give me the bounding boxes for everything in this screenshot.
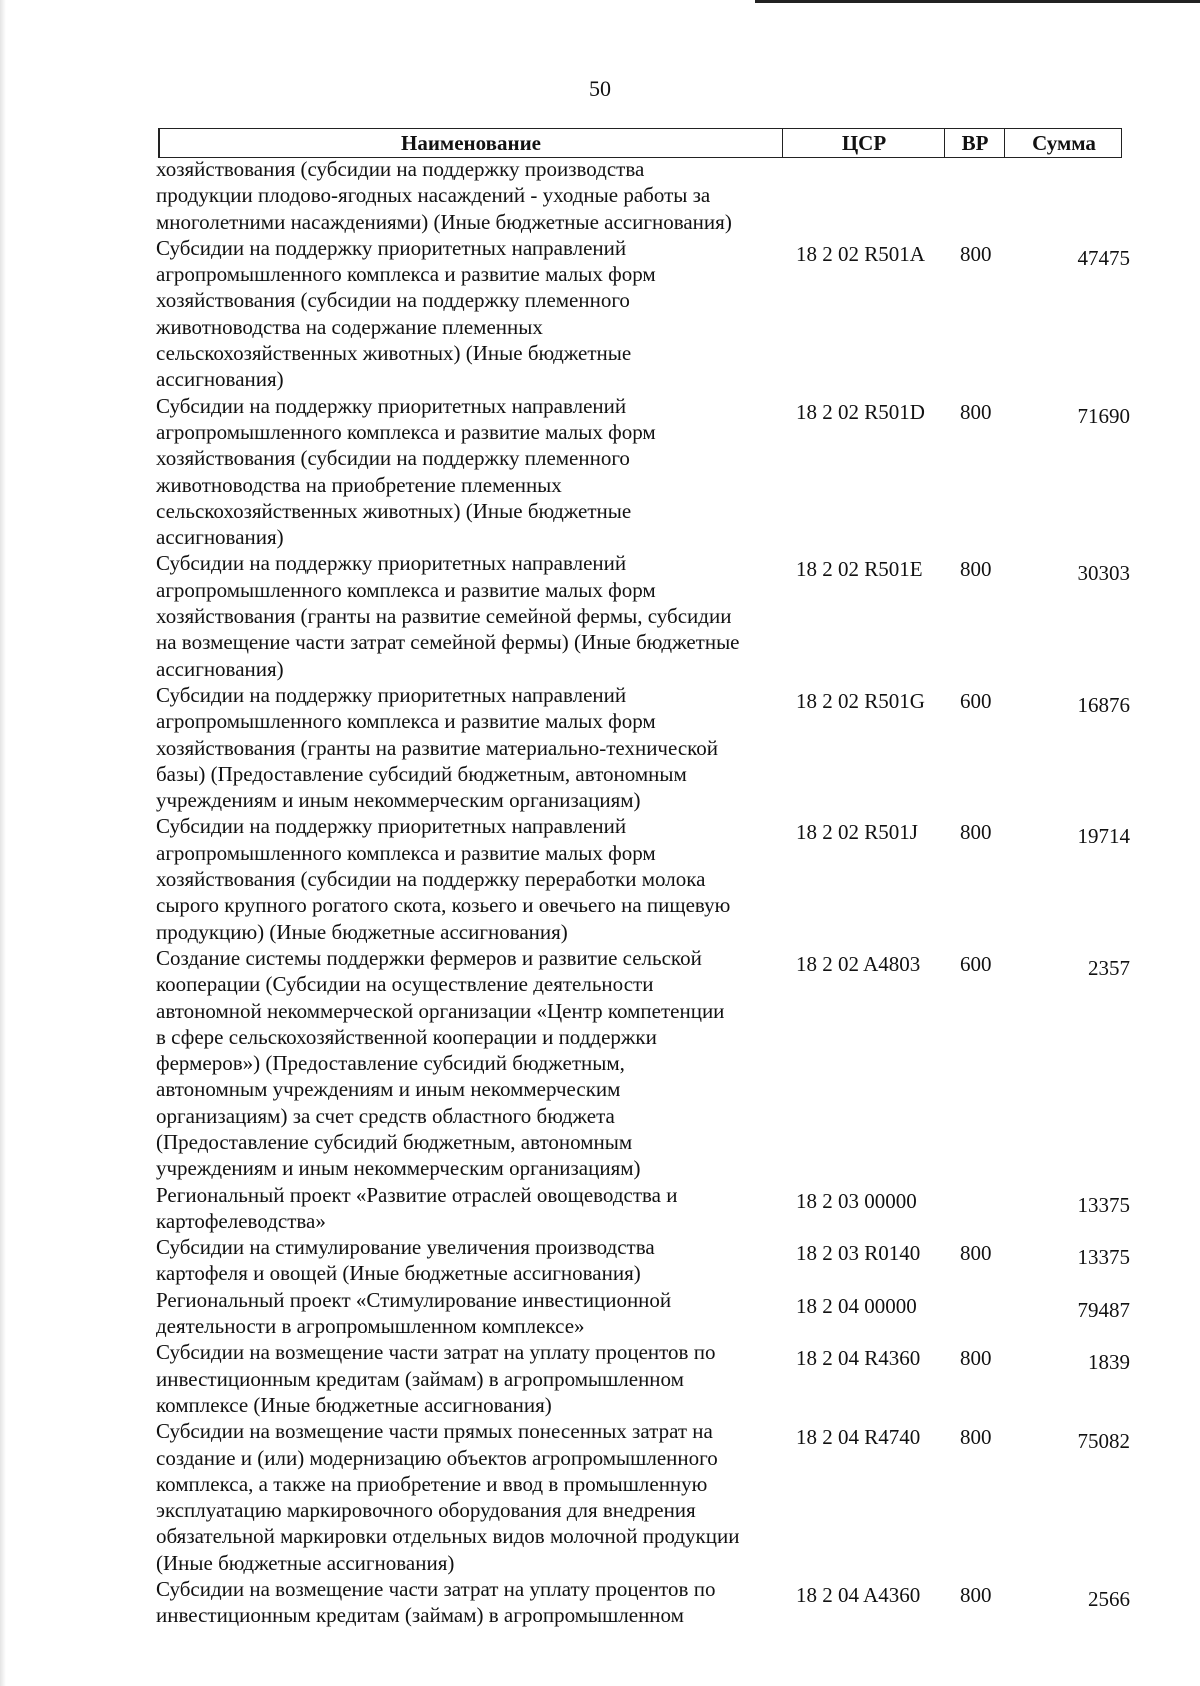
table-row: [156, 1182, 1136, 1235]
cell-name: Субсидии на поддержку приоритетных направлений агропромышленного комплекса и развитие малых форм хозяйствования (субсидии на поддержку племенного животноводства на приобретение племенных сельскохозяйственных животных) (Иные бюджетные ассигнования): [156, 393, 656, 550]
cell-name: Субсидии на поддержку приоритетных направлений агропромышленного комплекса и развитие малых форм хозяйствования (гранты на развитие семейной фермы, субсидии на возмещение части затрат семейной фермы) (Иные бюджетные ассигнования): [156, 551, 740, 681]
table-row: [156, 156, 1136, 235]
cell-sum: 13375: [1077, 1192, 1130, 1217]
table-row: [156, 550, 1136, 681]
cell-csr: 18 2 02 R501E: [796, 557, 923, 582]
table-row: [156, 813, 1136, 944]
cell-name: Субсидии на поддержку приоритетных направлений агропромышленного комплекса и развитие малых форм хозяйствования (субсидии на поддержку переработки молока сырого крупного рогатого скота, козьего и овечьего на пищевую продукцию) (Иные бюджетные ассигнования): [156, 814, 731, 944]
table-row: [156, 1576, 1136, 1629]
cell-name: Субсидии на поддержку приоритетных направлений агропромышленного комплекса и развитие малых форм хозяйствования (гранты на развитие материально-технической базы) (Предоставление субсидий бюджетным, автономным учреждениям и иным некоммерческим организациям): [156, 682, 719, 813]
cell-csr: 18 2 02 R501A: [796, 241, 925, 266]
table-row: [156, 945, 1136, 1182]
cell-csr: 18 2 02 A4803: [796, 951, 921, 976]
table-row: [156, 1287, 1136, 1340]
cell-csr: 18 2 04 R4360: [796, 1346, 921, 1371]
cell-csr: 18 2 04 R4740: [796, 1425, 921, 1450]
table-row: [156, 393, 1136, 551]
cell-name: Субсидии на стимулирование увеличения производства картофеля и овощей (Иные бюджетные ассигнования): [156, 1235, 655, 1286]
table-row: [156, 1234, 1136, 1287]
cell-sum: 1839: [1088, 1350, 1130, 1375]
cell-name: Субсидии на поддержку приоритетных направлений агропромышленного комплекса и развитие малых форм хозяйствования (субсидии на поддержку племенного животноводства на содержание племенных сельскохозяйственных животных) (Иные бюджетные ассигнования): [156, 235, 656, 392]
cell-csr: 18 2 02 R501J: [796, 820, 918, 845]
header-vr: ВР: [944, 129, 1005, 157]
cell-sum: 2357: [1088, 955, 1130, 980]
cell-vr: 800: [960, 241, 992, 266]
table-header: [158, 128, 1122, 158]
cell-vr: 800: [960, 557, 992, 582]
header-sum: Сумма: [1004, 129, 1123, 157]
scan-edge: [0, 0, 6, 1686]
table-row: [156, 1339, 1136, 1418]
cell-sum: 75082: [1077, 1429, 1130, 1454]
cell-sum: 47475: [1077, 245, 1130, 270]
cell-csr: 18 2 03 00000: [796, 1188, 917, 1213]
cell-name: Субсидии на возмещение части затрат на уплату процентов по инвестиционным кредитам (займам) в агропромышленном комплексе (Иные бюджетные ассигнования): [156, 1340, 716, 1417]
cell-vr: 600: [960, 951, 992, 976]
table-row: [156, 1418, 1136, 1576]
page-number: 50: [589, 76, 611, 101]
cell-vr: 800: [960, 399, 992, 424]
table-row: [156, 682, 1136, 813]
cell-vr: 800: [960, 1241, 992, 1266]
cell-sum: 19714: [1077, 824, 1130, 849]
cell-vr: 800: [960, 1583, 992, 1608]
cell-vr: 600: [960, 688, 992, 713]
cell-vr: 800: [960, 1346, 992, 1371]
cell-name: Субсидии на возмещение части прямых понесенных затрат на создание и (или) модернизацию объектов агропромышленного комплекса, а также на приобретение и ввод в промышленную эксплуатацию маркировочного оборудования для внедрения обязательной маркировки отдельных видов молочной продукции (Иные бюджетные ассигнования): [156, 1419, 740, 1575]
cell-csr: 18 2 03 R0140: [796, 1241, 921, 1266]
header-csr: ЦСР: [782, 129, 945, 157]
cell-csr: 18 2 02 R501D: [796, 399, 925, 424]
cell-name: Региональный проект «Стимулирование инвестиционной деятельности в агропромышленном комплексе»: [156, 1287, 672, 1339]
cell-sum: 13375: [1077, 1245, 1130, 1270]
table-body: [156, 156, 1136, 1629]
cell-sum: 30303: [1077, 561, 1130, 586]
cell-name: Региональный проект «Развитие отраслей овощеводства и картофелеводства»: [156, 1182, 678, 1233]
cell-name: Создание системы поддержки фермеров и развитие сельской кооперации (Субсидии на осуществление деятельности автономной некоммерческой организации «Центр компетенции в сфере сельскохозяйственной кооперации и поддержки фермеров») (Предоставление субсидий бюджетным, автономным учреждениям и иным некоммерческим организациям) за счет средств областного бюджета (Предоставление субсидий бюджетным, автономным учреждениям и иным некоммерческим организациям): [156, 945, 725, 1181]
top-rule: [755, 0, 1200, 3]
table-row: [156, 235, 1136, 393]
cell-vr: 800: [960, 1425, 992, 1450]
cell-sum: 71690: [1077, 403, 1130, 428]
cell-sum: 79487: [1077, 1297, 1130, 1322]
cell-name: Субсидии на возмещение части затрат на уплату процентов по инвестиционным кредитам (займам) в агропромышленном: [156, 1577, 716, 1628]
header-name: Наименование: [401, 131, 541, 155]
cell-vr: 800: [960, 820, 992, 845]
cell-csr: 18 2 02 R501G: [796, 688, 925, 713]
cell-csr: 18 2 04 00000: [796, 1293, 917, 1318]
cell-sum: 16876: [1077, 692, 1130, 717]
cell-name: хозяйствования (субсидии на поддержку производства продукции плодово-ягодных насаждений - уходные работы за многолетними насаждениями) (Иные бюджетные ассигнования): [156, 157, 732, 234]
cell-csr: 18 2 04 A4360: [796, 1583, 921, 1608]
cell-sum: 2566: [1088, 1587, 1130, 1612]
